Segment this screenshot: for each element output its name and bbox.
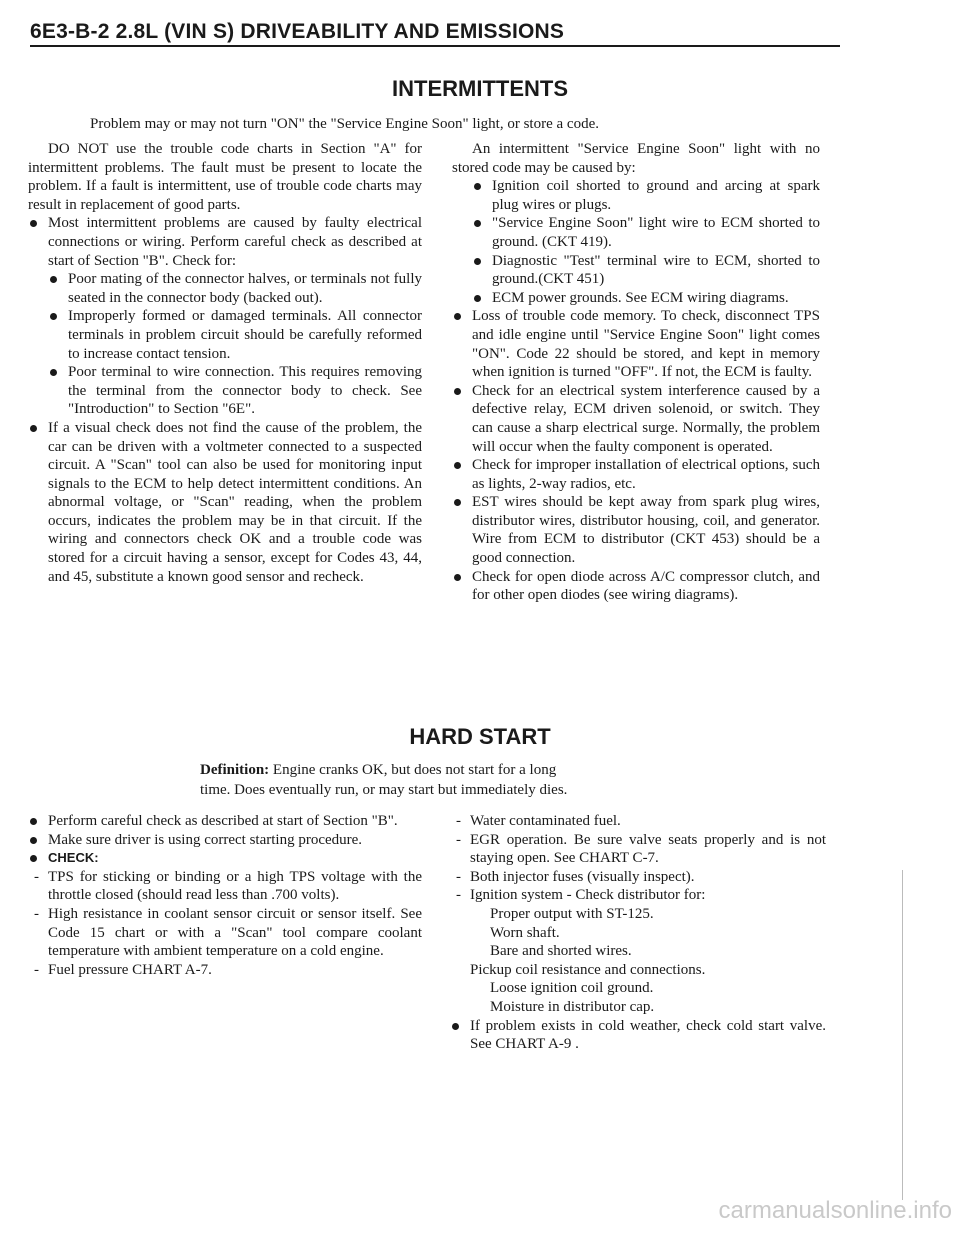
dash-icon: -	[456, 831, 461, 848]
dash-item: - High resistance in coolant sensor circuit or sensor itself. See Code 15 chart or with a "Scan" tool compare coolant temperature with ambient temperature on a cold engine.	[34, 905, 422, 960]
bullet-icon	[474, 220, 481, 227]
margin-rule	[902, 870, 903, 1200]
bullet-icon	[30, 818, 37, 825]
bullet-icon	[454, 462, 461, 469]
bullet-item: CHECK:	[28, 849, 422, 868]
bullet-item: Check for improper installation of electrical options, such as lights, 2-way radios, etc.	[452, 456, 820, 493]
indented-item: Loose ignition coil ground.	[490, 980, 654, 997]
bullet-icon	[50, 276, 57, 283]
dash-item: - Fuel pressure CHART A-7.	[34, 961, 212, 978]
bullet-item: Check for open diode across A/C compressor clutch, and for other open diodes (see wiring diagrams).	[452, 568, 820, 605]
watermark: carmanualsonline.info	[718, 1197, 952, 1224]
bullet-icon	[454, 388, 461, 395]
dash-icon: -	[34, 905, 39, 922]
hard-start-right-column	[450, 812, 826, 1054]
definition-text: Engine cranks OK, but does not start for a long	[272, 762, 557, 778]
bullet-icon	[30, 855, 37, 862]
sub-bullet-item: Poor terminal to wire connection. This requires removing the terminal from the connector body to check. See "Introduction" to Section "6E".	[28, 363, 422, 419]
bullet-icon	[454, 574, 461, 581]
page-header: 6E3-B-2 2.8L (VIN S) DRIVEABILITY AND EMISSIONS	[30, 20, 565, 43]
paragraph: An intermittent "Service Engine Soon" light with no stored code may be caused by:	[452, 141, 820, 176]
dash-item: - EGR operation. Be sure valve seats properly and is not staying open. See CHART C-7.	[456, 831, 826, 867]
definition-text-continued: time. Does eventually run, or may start but immediately dies.	[200, 782, 568, 798]
indented-item: Moisture in distributor cap.	[490, 998, 655, 1015]
dash-item: - Water contaminated fuel.	[456, 813, 621, 829]
bullet-icon	[474, 258, 481, 265]
dash-icon: -	[456, 813, 461, 829]
bullet-item: Check for an electrical system interference caused by a defective relay, ECM driven solenoid, or switch. They can cause a sharp electrical surge. Normally, the problem will occur when the faulty component is operated.	[452, 382, 820, 456]
bullet-icon	[474, 183, 481, 190]
bullet-item: EST wires should be kept away from spark plug wires, distributor wires, distributor housing, coil, and generator. Wire from ECM to distributor (CKT 453) should be a good connection.	[452, 493, 820, 567]
sub-bullet-item: Diagnostic "Test" terminal wire to ECM, shorted to ground.(CKT 451)	[452, 252, 820, 289]
bullet-icon	[30, 425, 37, 432]
bullet-icon	[30, 220, 37, 227]
indented-item: Proper output with ST-125.	[490, 905, 654, 922]
intermittents-left-column	[28, 140, 422, 586]
bullet-item: Make sure driver is using correct starting procedure.	[28, 831, 422, 850]
bullet-item: Loss of trouble code memory. To check, disconnect TPS and idle engine until "Service Engine Soon" light comes "ON". Code 22 should be stored, and kept in memory when ignition is turned "OFF". If not, the ECM is faulty.	[452, 307, 820, 381]
hard-start-left-column	[28, 812, 422, 979]
indented-item: Bare and shorted wires.	[490, 943, 632, 960]
dash-icon: -	[456, 887, 461, 904]
definition-label: Definition:	[200, 762, 270, 778]
dash-icon: -	[456, 868, 461, 885]
bullet-icon	[474, 295, 481, 302]
intermittents-intro: Problem may or may not turn "ON" the "Service Engine Soon" light, or store a code.	[90, 116, 599, 132]
bullet-item: If problem exists in cold weather, check cold start valve. See CHART A-9 .	[450, 1017, 826, 1054]
dash-icon: -	[34, 868, 39, 885]
section-title-hard-start: HARD START	[409, 724, 551, 749]
sub-bullet-item: Poor mating of the connector halves, or terminals not fully seated in the connector body (backed out).	[28, 270, 422, 307]
dash-icon: -	[34, 961, 39, 978]
sub-bullet-item: ECM power grounds. See ECM wiring diagrams.	[452, 289, 820, 308]
header-rule	[30, 45, 840, 47]
bullet-icon	[50, 369, 57, 376]
definition	[200, 760, 760, 800]
bullet-icon	[50, 313, 57, 320]
sub-bullet-item: Ignition coil shorted to ground and arcing at spark plug wires or plugs.	[452, 177, 820, 214]
sub-bullet-item: Improperly formed or damaged terminals. All connector terminals in problem circuit should be carefully reformed to increase contact tension.	[28, 307, 422, 363]
bullet-icon	[454, 313, 461, 320]
bullet-item: If a visual check does not find the cause of the problem, the car can be driven with a voltmeter connected to a suspected circuit. A "Scan" tool can also be used for monitoring input signals to the ECM to help detect intermittent conditions. An abnormal voltage, or "Scan" reading, when the problem occurs, indicates the problem may be in that circuit. If the wiring and connectors check OK and a trouble code was stored for a circuit having a sensor, except for Codes 43, 44, and 45, substitute a known good sensor and recheck.	[28, 419, 422, 586]
dash-item: - Ignition system - Check distributor for:	[456, 887, 706, 904]
sub-bullet-item: "Service Engine Soon" light wire to ECM shorted to ground. (CKT 419).	[452, 214, 820, 251]
dash-item: - Both injector fuses (visually inspect).	[456, 868, 695, 885]
intermittents-right-column	[452, 140, 820, 605]
bullet-item: Perform careful check as described at start of Section "B".	[28, 812, 422, 831]
bullet-item: Most intermittent problems are caused by faulty electrical connections or wiring. Perform careful check as described at start of Section "B". Check for:	[28, 214, 422, 270]
section-title-intermittents: INTERMITTENTS	[392, 76, 568, 101]
bullet-icon	[30, 837, 37, 844]
indented-item: Worn shaft.	[490, 924, 560, 941]
dash-item: - TPS for sticking or binding or a high TPS voltage with the throttle closed (should read less than .700 volts).	[34, 868, 422, 904]
bullet-icon	[452, 1023, 459, 1030]
indented-item: Pickup coil resistance and connections.	[470, 961, 706, 978]
bullet-icon	[454, 499, 461, 506]
paragraph: DO NOT use the trouble code charts in Section "A" for intermittent problems. The fault must be present to locate the problem. If a fault is intermittent, use of trouble code charts may result in replacement of good parts.	[28, 141, 422, 213]
